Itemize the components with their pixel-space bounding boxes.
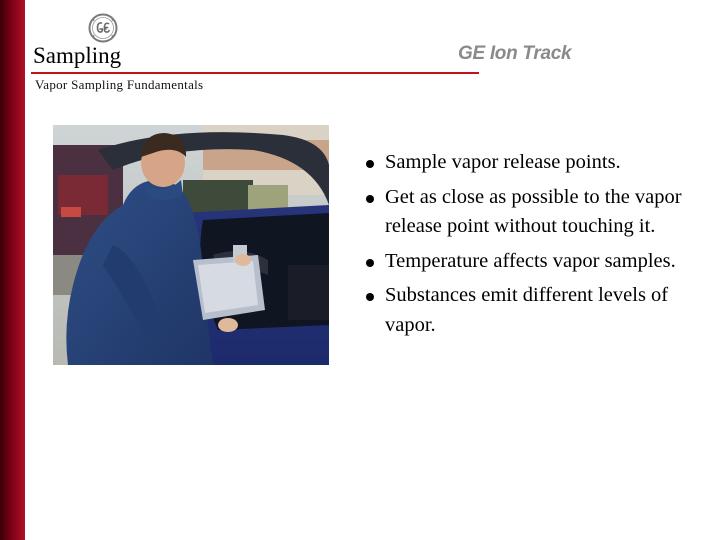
- bullet-text: Get as close as possible to the vapor release point without touching it.: [385, 185, 682, 237]
- bullet-dot-icon: [366, 259, 374, 267]
- slide-subtitle: Vapor Sampling Fundamentals: [35, 77, 204, 92]
- vapor-sampling-photo: [53, 125, 329, 365]
- brand-wordmark: GE Ion Track: [458, 43, 572, 64]
- slide-title: Sampling: [33, 43, 122, 68]
- list-item: [364, 183, 694, 242]
- bullet-dot-icon: [366, 195, 374, 203]
- bullet-dot-icon: [366, 293, 374, 301]
- bullet-text: Sample vapor release points.: [385, 151, 621, 173]
- title-divider: [31, 72, 479, 74]
- bullet-text: Substances emit different levels of vapor.: [385, 284, 669, 336]
- list-item: [364, 281, 694, 340]
- bullet-dot-icon: [366, 160, 374, 168]
- list-item: [364, 148, 694, 178]
- bullet-text: Temperature affects vapor samples.: [385, 249, 676, 272]
- bullet-list: [364, 148, 694, 345]
- ge-logo-icon: [88, 13, 118, 43]
- list-item: [364, 247, 694, 277]
- side-accent-bar: [0, 0, 25, 540]
